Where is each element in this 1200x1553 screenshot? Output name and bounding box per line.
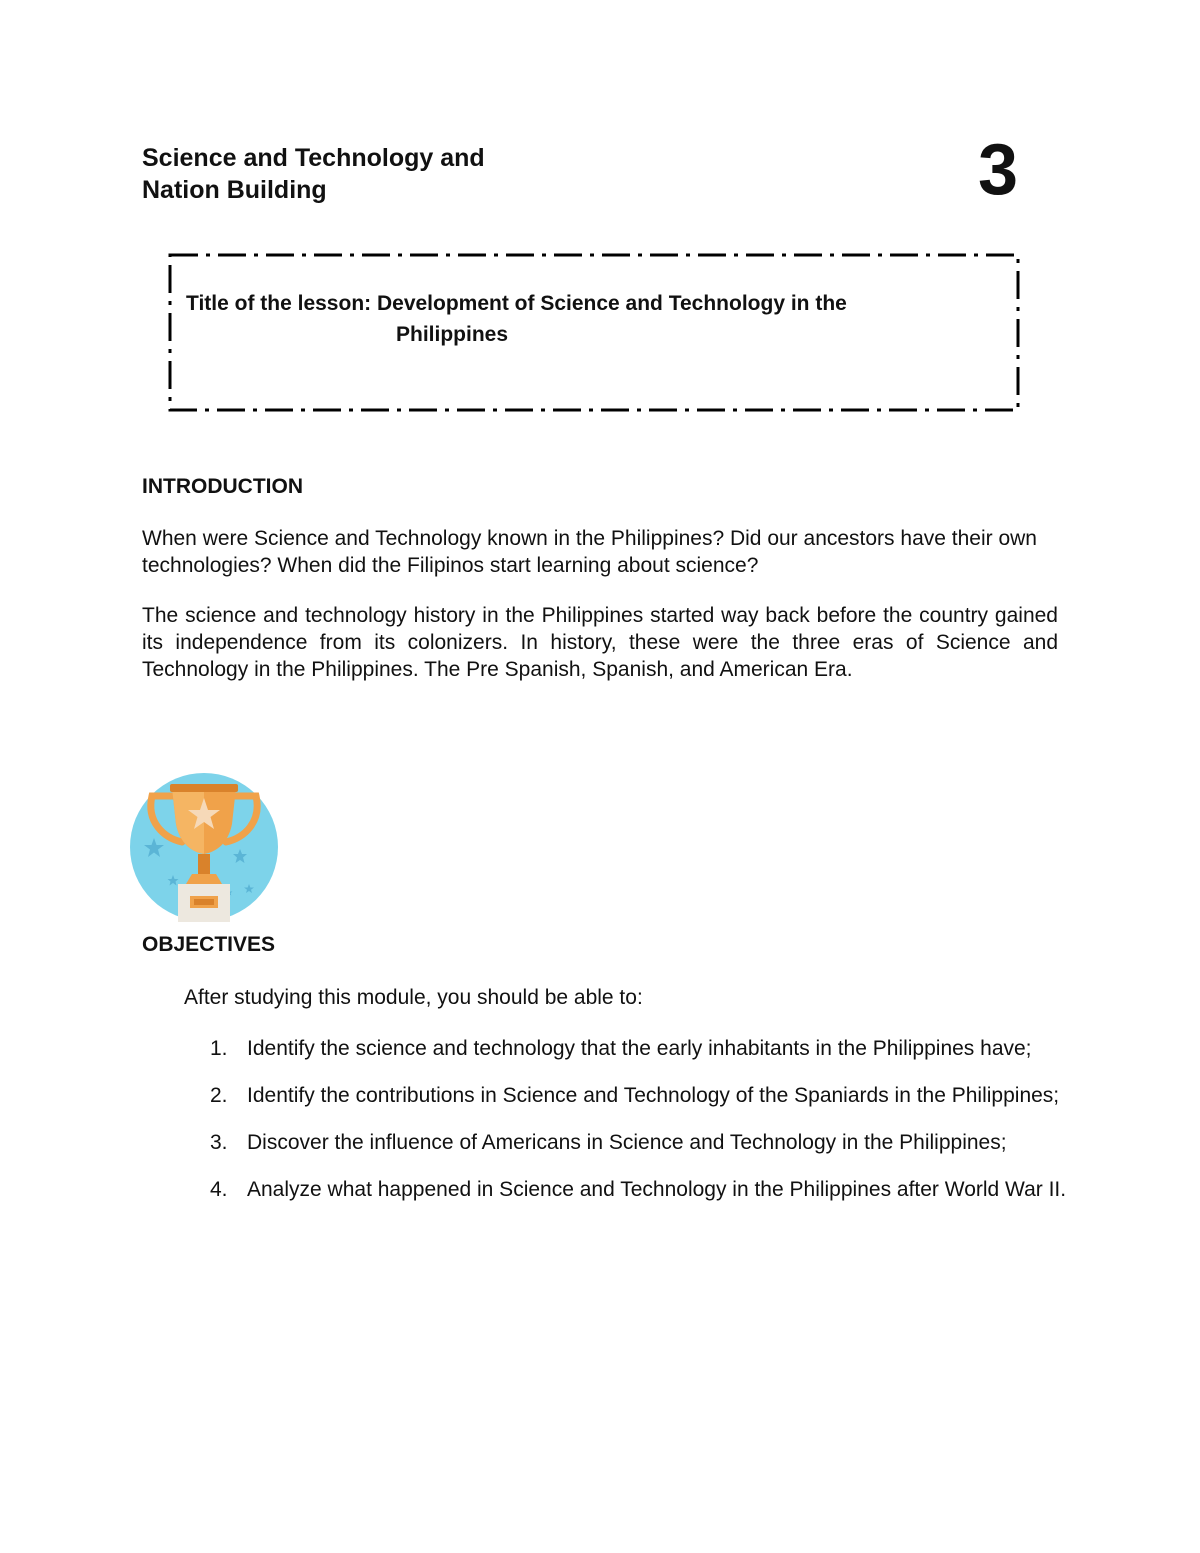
objective-number: 3.	[210, 1131, 228, 1154]
lesson-title-line1: Title of the lesson: Development of Science and Technology in the	[186, 292, 847, 315]
module-title-line1: Science and Technology and	[142, 144, 485, 172]
module-title	[142, 142, 485, 206]
lesson-title-line2: Philippines	[396, 323, 509, 346]
objective-number: 4.	[210, 1178, 228, 1201]
objectives-lead: After studying this module, you should be able to:	[184, 986, 643, 1009]
objective-item-4	[210, 1176, 1070, 1203]
introduction-paragraph-2: The science and technology history in the Philippines started way back before the country gained its independence from its colonizers. In history, these were the three eras of Science and Technology in the Philippines. The Pre Spanish, Spanish, and American Era.	[142, 604, 1058, 681]
lesson-title	[186, 288, 946, 350]
objective-text: Analyze what happened in Science and Technology in the Philippines after World War II.	[247, 1178, 1067, 1201]
module-number: 3	[978, 130, 1019, 210]
introduction-heading: INTRODUCTION	[142, 475, 303, 498]
objective-item-3	[210, 1129, 1070, 1156]
objective-text: Identify the contributions in Science and Technology of the Spaniards in the Philippines;	[247, 1084, 1060, 1107]
lesson-title-box	[168, 252, 1020, 414]
objectives-heading: OBJECTIVES	[142, 933, 276, 956]
objective-number: 2.	[210, 1084, 228, 1107]
introduction-paragraph-1: When were Science and Technology known in the Philippines? Did our ancestors have their own technologies? When did the Filipinos start learning about science?	[142, 527, 1037, 577]
objectives-list	[210, 1035, 1070, 1223]
trophy-icon	[128, 772, 280, 922]
objective-item-1	[210, 1035, 1070, 1062]
module-title-line2: Nation Building	[142, 176, 327, 204]
objective-item-2	[210, 1082, 1070, 1109]
objective-text: Discover the influence of Americans in Science and Technology in the Philippines;	[247, 1131, 1007, 1154]
objective-text: Identify the science and technology that the early inhabitants in the Philippines have;	[247, 1037, 1032, 1060]
objective-number: 1.	[210, 1037, 228, 1060]
